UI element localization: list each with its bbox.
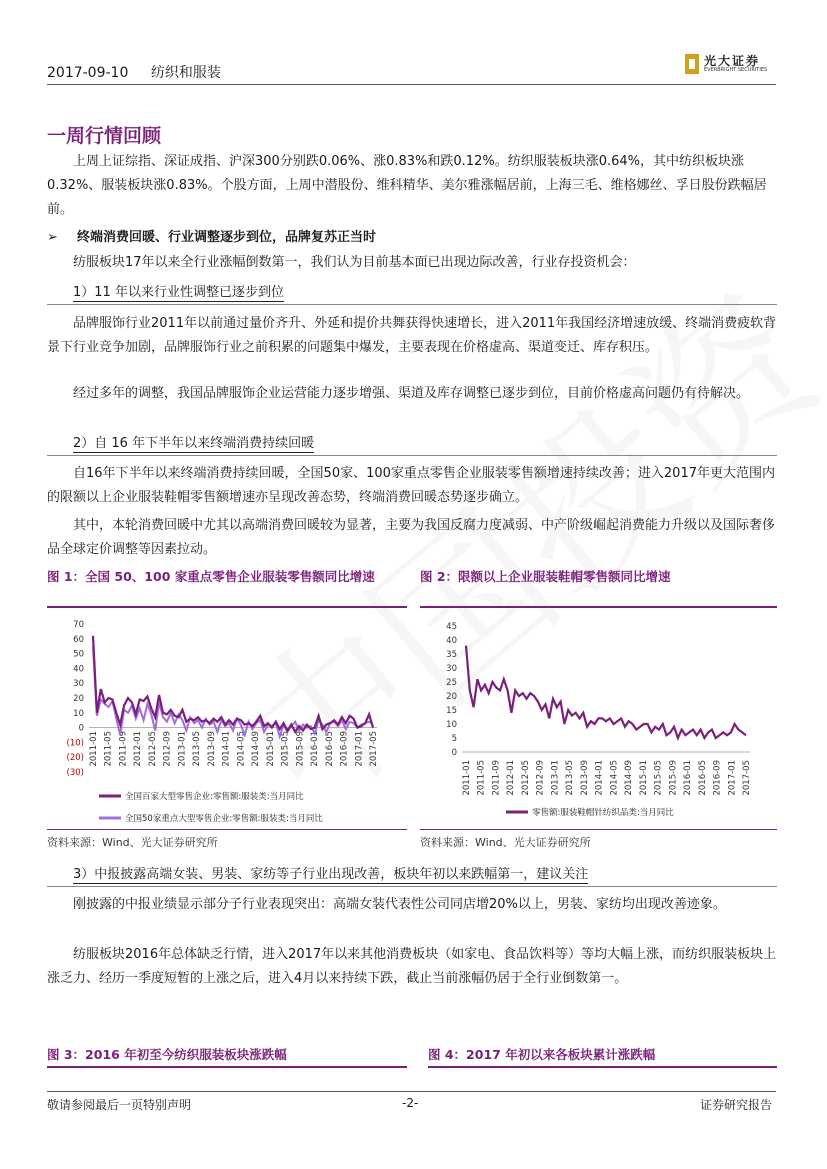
paragraph-5: 刚披露的中报业绩显示部分子行业表现突出：高端女装代表性公司同店增20%以上，男装、家纺均出现改善迹象。 — [73, 897, 726, 912]
figure-2-source-rule — [420, 829, 777, 830]
x-tick-label: 2016-05 — [324, 731, 335, 767]
y-tick-label: 0 — [78, 723, 84, 734]
x-tick-label: 2015-05 — [653, 760, 664, 796]
x-tick-label: 2015-05 — [280, 731, 291, 767]
y-tick-label: 20 — [73, 694, 84, 704]
x-tick-label: 2014-01 — [594, 760, 605, 796]
subheading-3: 3）中报披露高端女装、男装、家纺等子行业出现改善，板块年初以来跌幅第一，建议关注 — [73, 867, 589, 882]
figure-3-rule — [47, 1066, 407, 1068]
x-tick-label: 2012-05 — [520, 760, 531, 796]
x-tick-label: 2016-09 — [712, 760, 723, 796]
x-tick-label: 2014-05 — [236, 731, 247, 767]
y-tick-label: 30 — [73, 679, 84, 690]
x-tick-label: 2015-01 — [638, 760, 649, 796]
x-tick-label: 2013-01 — [550, 760, 561, 796]
y-tick-label: 60 — [73, 634, 84, 645]
subheading-2-rule — [47, 455, 777, 456]
brand-logo — [685, 52, 780, 78]
y-tick-label: (10) — [66, 738, 84, 749]
intro-paragraph: 上周上证综指、深证成指、沪深300分别跌0.06%、涨0.83%和跌0.12%。纺织服装板块涨0.64%，其中纺织板块涨0.32%、服装板块涨0.83%。个股方面，上周中潜股份、维科精华、美尔雅涨幅居前，上海三毛、维格娜丝、孚日股份跌幅居前。 — [47, 154, 767, 217]
y-tick-label: 5 — [451, 734, 457, 744]
x-tick-label: 2017-05 — [369, 731, 379, 767]
footer-disclaimer: 敬请参阅最后一页特别声明 — [47, 1098, 192, 1112]
figure-2-rule — [420, 606, 777, 608]
subheading-1: 1）11 年以来行业性调整已逐步到位 — [73, 285, 284, 300]
figure-4-rule — [428, 1066, 777, 1068]
x-tick-label: 2011-09 — [491, 760, 502, 796]
y-tick-label: (30) — [66, 768, 84, 778]
bullet-heading — [47, 226, 376, 245]
figure-2-title: 图 2：限额以上企业服装鞋帽零售额同比增速 — [420, 569, 671, 584]
x-tick-label: 2011-01 — [462, 760, 472, 796]
footer-report-type: 证券研究报告 — [700, 1098, 773, 1112]
y-tick-label: 25 — [446, 678, 457, 688]
figure-1-title: 图 1：全国 50、100 家重点零售企业服装零售额同比增速 — [47, 569, 375, 584]
subheading-2: 2）自 16 年下半年以来终端消费持续回暖 — [73, 436, 315, 451]
report-date: 2017-09-10 — [47, 65, 129, 81]
y-tick-label: 30 — [446, 664, 457, 674]
x-tick-label: 2013-05 — [565, 760, 576, 796]
x-tick-label: 2013-09 — [579, 760, 590, 796]
x-tick-label: 2016-05 — [697, 760, 708, 796]
paragraph-1: 品牌服饰行业2011年以前通过量价齐升、外延和提价共舞获得快速增长，进入2011年我国经济增速放缓、终端消费疲软背景下行业竞争加剧，品牌服饰行业之前积累的问题集中爆发，主要表现在价格虚高、渠道变迁、库存积压。 — [47, 316, 777, 355]
subheading-3-rule — [47, 886, 777, 887]
bullet-heading-text: 终端消费回暖、行业调整逐步到位，品牌复苏正当时 — [77, 230, 377, 245]
x-tick-label: 2012-09 — [535, 760, 546, 796]
x-tick-label: 2014-05 — [609, 760, 620, 796]
logo-mark-icon — [685, 54, 699, 74]
figure-2-chart — [420, 612, 777, 827]
x-tick-label: 2012-05 — [147, 731, 158, 767]
x-tick-label: 2017-05 — [742, 760, 752, 796]
x-tick-label: 2012-09 — [162, 731, 173, 767]
x-tick-label: 2015-01 — [265, 731, 276, 767]
paragraph-6: 纺服板块2016年总体缺乏行情，进入2017年以来其他消费板块（如家电、食品饮料等）等均大幅上涨，而纺织服装板块上涨乏力、经历一季度短暂的上涨之后，进入4月以来持续下跌，截止当前涨幅仍居于全行业倒数第一。 — [47, 947, 777, 986]
figure-1-source: 资料来源：Wind、光大证券研究所 — [47, 836, 218, 849]
x-tick-label: 2011-05 — [476, 760, 487, 796]
y-tick-label: 10 — [73, 708, 84, 719]
section-title: 一周行情回顾 — [47, 125, 162, 147]
y-tick-label: 40 — [446, 636, 457, 646]
subheading-1-rule — [47, 304, 777, 305]
x-tick-label: 2014-01 — [221, 731, 232, 767]
x-tick-label: 2015-09 — [295, 731, 306, 767]
x-tick-label: 2014-09 — [251, 731, 262, 767]
logo-text-cn: 光大证券 — [704, 54, 761, 68]
x-tick-label: 2017-01 — [727, 760, 738, 796]
x-tick-label: 2016-09 — [339, 731, 350, 767]
x-tick-label: 2015-09 — [668, 760, 679, 796]
x-tick-label: 2016-01 — [310, 731, 321, 767]
figure-2-source: 资料来源：Wind、光大证券研究所 — [420, 836, 591, 849]
y-tick-label: (20) — [66, 753, 84, 764]
x-tick-label: 2011-01 — [89, 731, 99, 767]
figure-1-rule — [47, 606, 407, 608]
y-tick-label: 10 — [446, 720, 457, 730]
y-tick-label: 40 — [73, 664, 84, 675]
figure-4-title: 图 4：2017 年初以来各板块累计涨跌幅 — [428, 1047, 656, 1062]
x-tick-label: 2014-09 — [624, 760, 635, 796]
figure-1-chart — [47, 612, 407, 827]
figure-1-source-rule — [47, 829, 407, 830]
report-sector: 纺织和服装 — [150, 65, 221, 81]
lead-paragraph: 纺服板块17年以来全行业涨幅倒数第一，我们认为目前基本面已出现边际改善，行业存投资机会： — [73, 255, 636, 270]
y-tick-label: 15 — [446, 706, 457, 716]
x-tick-label: 2016-01 — [683, 760, 694, 796]
x-tick-label: 2012-01 — [506, 760, 517, 796]
y-tick-label: 0 — [451, 748, 457, 758]
x-tick-label: 2011-05 — [103, 731, 114, 767]
paragraph-4: 其中，本轮消费回暖中尤其以高端消费回暖较为显著，主要为我国反腐力度减弱、中产阶级崛起消费能力升级以及国际奢侈品全球定价调整等因素拉动。 — [47, 518, 776, 557]
y-tick-label: 20 — [446, 692, 457, 702]
paragraph-3: 自16年下半年以来终端消费持续回暖，全国50家、100家重点零售企业服装零售额增速持续改善；进入2017年更大范围内的限额以上企业服装鞋帽零售额增速亦呈现改善态势，终端消费回暖态势逐步确立。 — [47, 466, 775, 505]
x-tick-label: 2011-09 — [118, 731, 129, 767]
series-line — [466, 646, 746, 738]
legend-label: 零售额:服装鞋帽针纺织品类:当月同比 — [532, 808, 674, 818]
header-divider — [47, 84, 776, 85]
header-meta — [47, 62, 239, 82]
x-tick-label: 2012-01 — [133, 731, 144, 767]
legend-label: 全国百家大型零售企业:零售额:服装类:当月同比 — [125, 792, 304, 802]
figure-3-title: 图 3：2016 年初至今纺织服装板块涨跌幅 — [47, 1047, 287, 1062]
x-tick-label: 2013-05 — [192, 731, 203, 767]
x-tick-label: 2013-09 — [206, 731, 217, 767]
x-tick-label: 2013-01 — [177, 731, 188, 767]
y-tick-label: 50 — [73, 649, 84, 660]
y-tick-label: 45 — [446, 622, 457, 632]
page-number: -2- — [402, 1096, 419, 1110]
y-tick-label: 70 — [73, 620, 84, 630]
logo-text-en: EVERBRIGHT SECURITIES — [704, 67, 768, 73]
footer-divider — [47, 1091, 776, 1092]
y-tick-label: 35 — [446, 650, 457, 660]
paragraph-2: 经过多年的调整，我国品牌服饰企业运营能力逐步增强、渠道及库存调整已逐步到位，目前价格虚高问题仍有待解决。 — [73, 386, 750, 401]
bullet-arrow-icon: ➢ — [47, 230, 58, 245]
legend-label: 全国50家重点大型零售企业:零售额:服装类:当月同比 — [125, 814, 323, 824]
x-tick-label: 2017-01 — [354, 731, 365, 767]
